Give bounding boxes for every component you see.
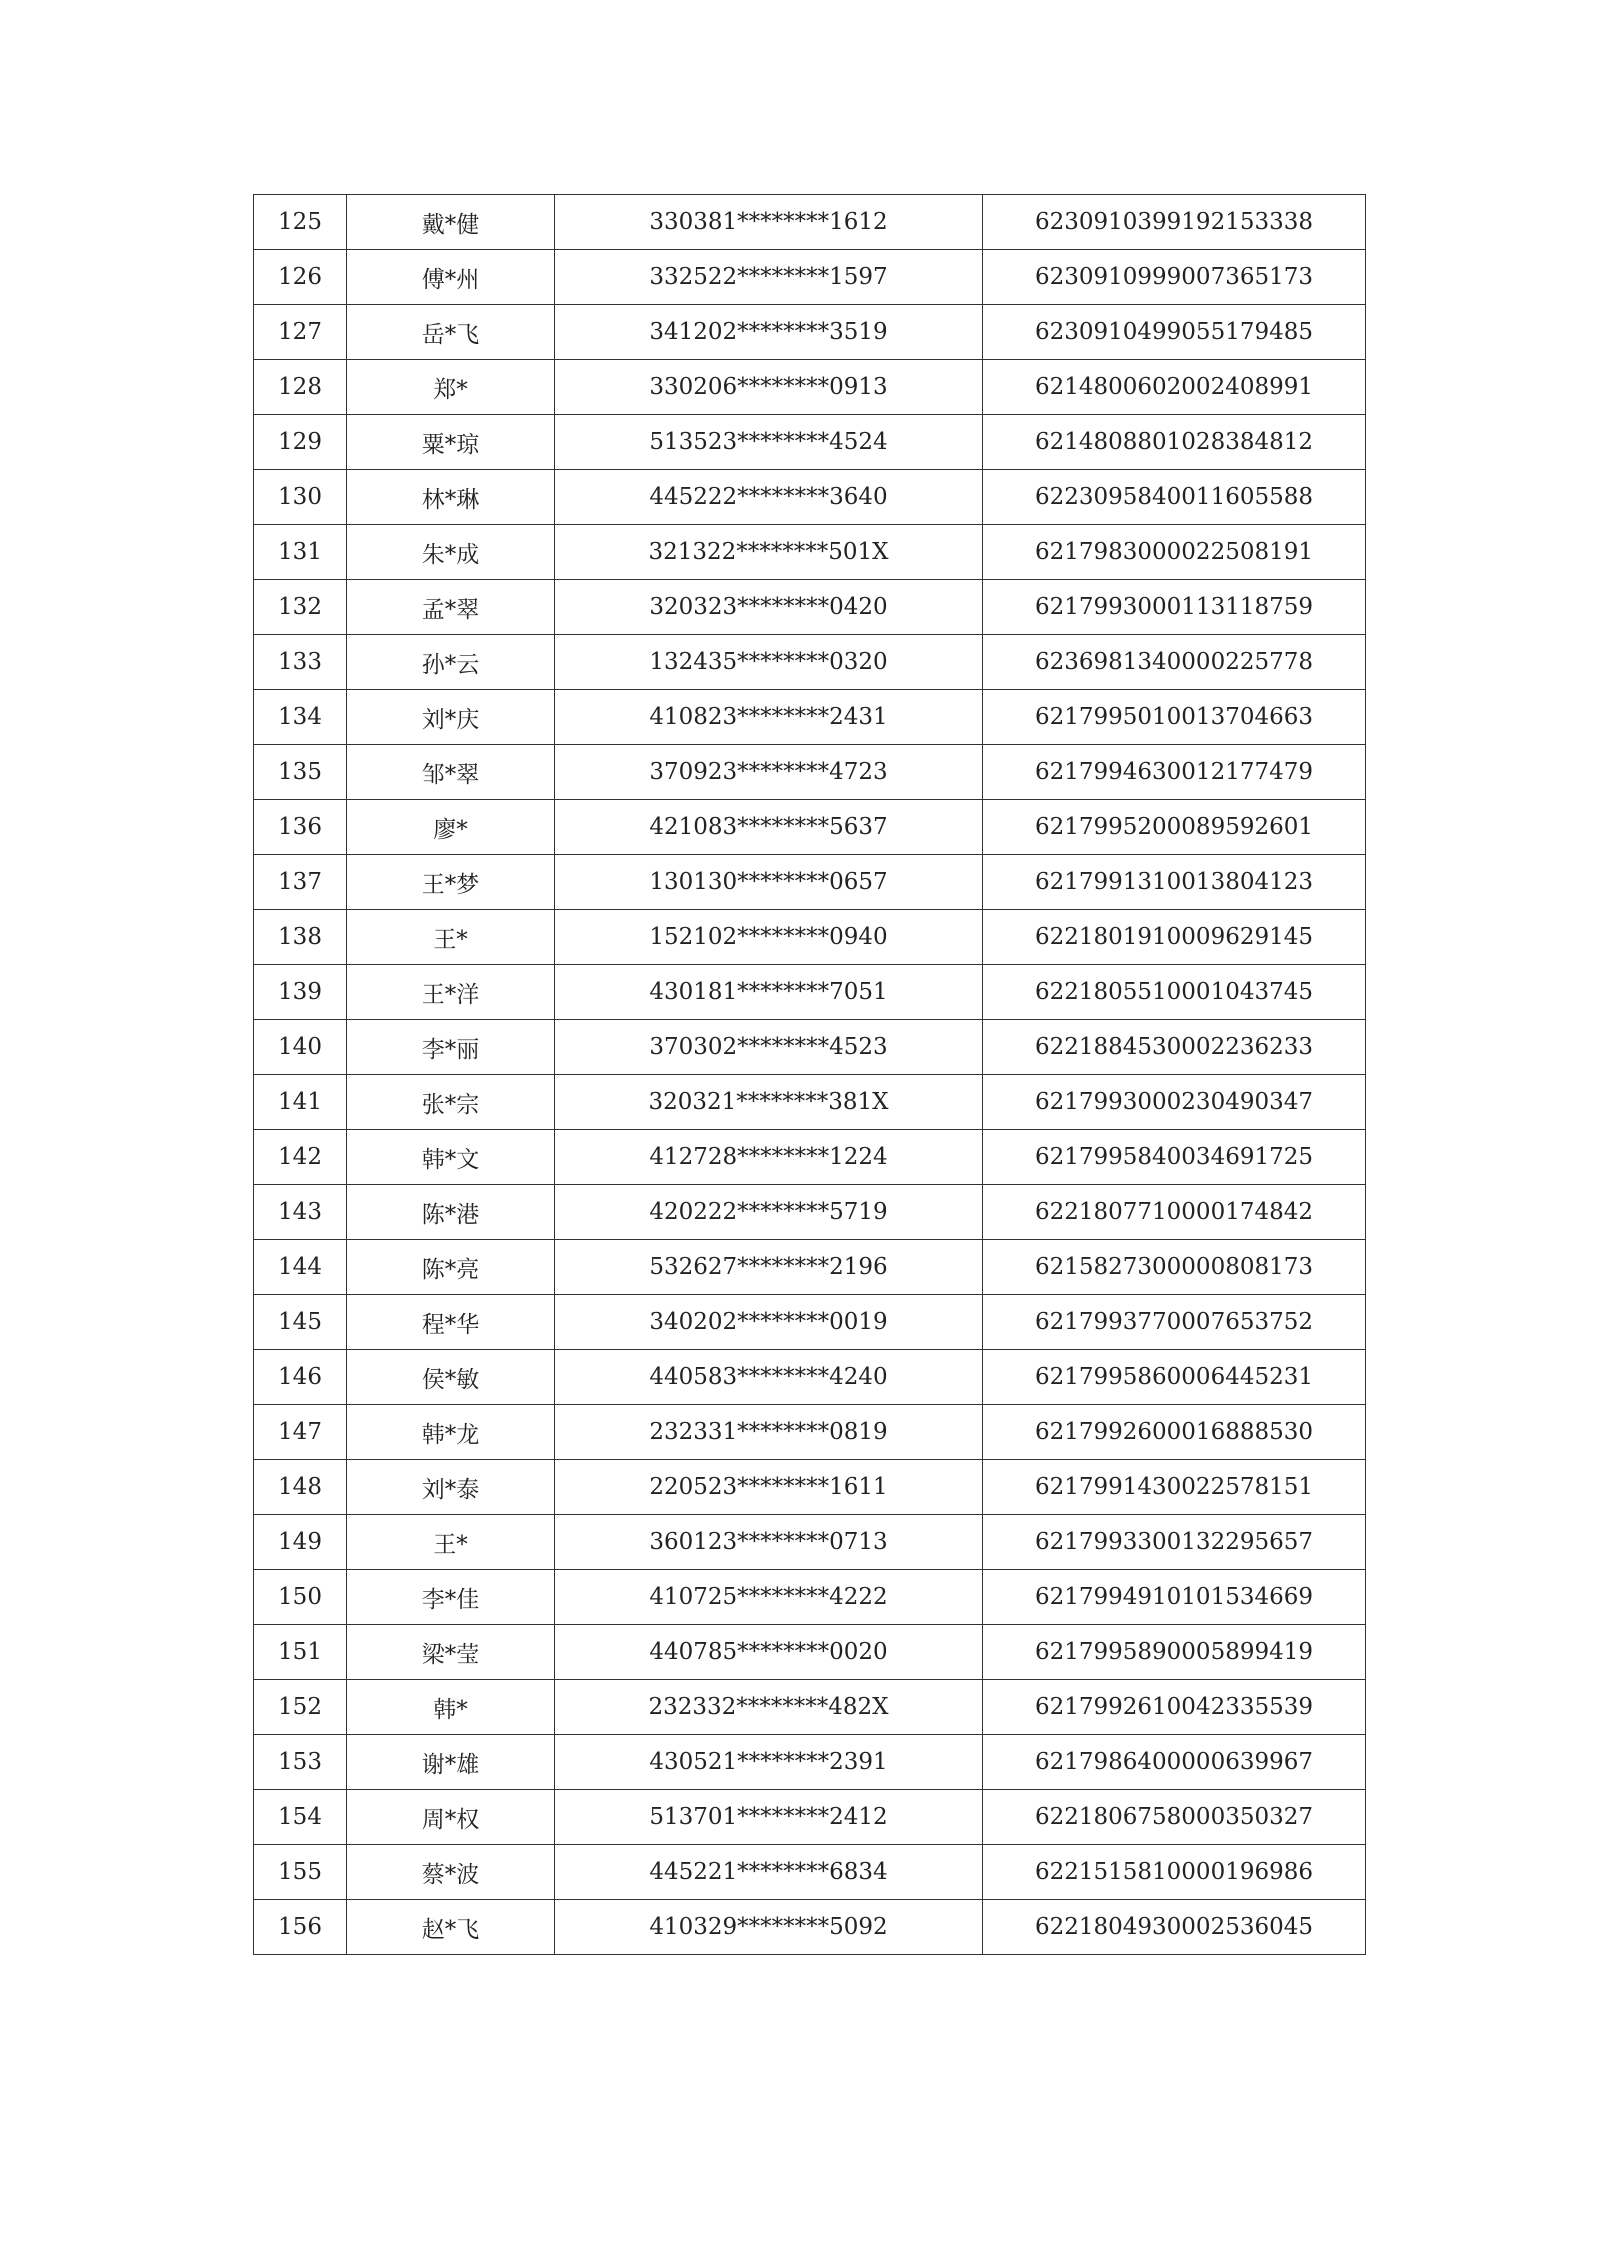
row-number-cell: 146 [254, 1350, 347, 1405]
id-number-cell: 321322********501X [555, 525, 983, 580]
account-number-cell: 6217994910101534669 [983, 1570, 1366, 1625]
id-number-cell: 445222********3640 [555, 470, 983, 525]
row-number-cell: 133 [254, 635, 347, 690]
table-row [254, 1350, 1366, 1405]
row-number-cell: 147 [254, 1405, 347, 1460]
account-number-cell: 6217995890005899419 [983, 1625, 1366, 1680]
id-number-cell: 410329********5092 [555, 1900, 983, 1955]
name-cell: 陈*亮 [347, 1240, 555, 1295]
account-number-cell: 6217995200089592601 [983, 800, 1366, 855]
row-number-cell: 148 [254, 1460, 347, 1515]
row-number-cell: 151 [254, 1625, 347, 1680]
account-number-cell: 6217983000022508191 [983, 525, 1366, 580]
id-number-cell: 132435********0320 [555, 635, 983, 690]
table-row [254, 635, 1366, 690]
account-number-cell: 6217995840034691725 [983, 1130, 1366, 1185]
name-cell: 韩*龙 [347, 1405, 555, 1460]
account-number-cell: 6217995010013704663 [983, 690, 1366, 745]
table-row [254, 415, 1366, 470]
name-cell: 粟*琼 [347, 415, 555, 470]
table-row [254, 910, 1366, 965]
name-cell: 孙*云 [347, 635, 555, 690]
account-number-cell: 6214808801028384812 [983, 415, 1366, 470]
table-row [254, 1240, 1366, 1295]
name-cell: 张*宗 [347, 1075, 555, 1130]
name-cell: 傅*州 [347, 250, 555, 305]
row-number-cell: 141 [254, 1075, 347, 1130]
row-number-cell: 128 [254, 360, 347, 415]
account-number-cell: 6215827300000808173 [983, 1240, 1366, 1295]
row-number-cell: 132 [254, 580, 347, 635]
account-number-cell: 6217993000230490347 [983, 1075, 1366, 1130]
name-cell: 林*琳 [347, 470, 555, 525]
row-number-cell: 152 [254, 1680, 347, 1735]
name-cell: 周*权 [347, 1790, 555, 1845]
table-row [254, 800, 1366, 855]
name-cell: 王*洋 [347, 965, 555, 1020]
table-row [254, 690, 1366, 745]
row-number-cell: 154 [254, 1790, 347, 1845]
table-row [254, 1515, 1366, 1570]
table-row [254, 305, 1366, 360]
id-number-cell: 410823********2431 [555, 690, 983, 745]
row-number-cell: 150 [254, 1570, 347, 1625]
name-cell: 陈*港 [347, 1185, 555, 1240]
name-cell: 刘*泰 [347, 1460, 555, 1515]
row-number-cell: 129 [254, 415, 347, 470]
name-cell: 廖* [347, 800, 555, 855]
row-number-cell: 136 [254, 800, 347, 855]
id-number-cell: 340202********0019 [555, 1295, 983, 1350]
table-row [254, 470, 1366, 525]
row-number-cell: 155 [254, 1845, 347, 1900]
row-number-cell: 130 [254, 470, 347, 525]
table-row [254, 580, 1366, 635]
id-number-cell: 430521********2391 [555, 1735, 983, 1790]
id-number-cell: 532627********2196 [555, 1240, 983, 1295]
row-number-cell: 144 [254, 1240, 347, 1295]
id-number-cell: 440583********4240 [555, 1350, 983, 1405]
table-row [254, 1625, 1366, 1680]
id-number-cell: 410725********4222 [555, 1570, 983, 1625]
id-number-cell: 232331********0819 [555, 1405, 983, 1460]
account-number-cell: 6221804930002536045 [983, 1900, 1366, 1955]
id-number-cell: 320321********381X [555, 1075, 983, 1130]
table-row [254, 965, 1366, 1020]
table-row [254, 1075, 1366, 1130]
row-number-cell: 143 [254, 1185, 347, 1240]
table-row [254, 745, 1366, 800]
table-row [254, 1570, 1366, 1625]
account-number-cell: 6221806758000350327 [983, 1790, 1366, 1845]
id-number-cell: 445221********6834 [555, 1845, 983, 1900]
name-cell: 刘*庆 [347, 690, 555, 745]
id-number-cell: 320323********0420 [555, 580, 983, 635]
row-number-cell: 126 [254, 250, 347, 305]
table-row [254, 1460, 1366, 1515]
id-number-cell: 152102********0940 [555, 910, 983, 965]
row-number-cell: 145 [254, 1295, 347, 1350]
row-number-cell: 125 [254, 195, 347, 250]
id-number-cell: 330206********0913 [555, 360, 983, 415]
account-number-cell: 6217986400000639967 [983, 1735, 1366, 1790]
account-number-cell: 6236981340000225778 [983, 635, 1366, 690]
table-row [254, 525, 1366, 580]
account-number-cell: 6217995860006445231 [983, 1350, 1366, 1405]
account-number-cell: 6217993770007653752 [983, 1295, 1366, 1350]
name-cell: 梁*莹 [347, 1625, 555, 1680]
name-cell: 赵*飞 [347, 1900, 555, 1955]
table-row [254, 1680, 1366, 1735]
account-number-cell: 6221807710000174842 [983, 1185, 1366, 1240]
account-number-cell: 6221884530002236233 [983, 1020, 1366, 1075]
account-number-cell: 6217992610042335539 [983, 1680, 1366, 1735]
account-number-cell: 6230910499055179485 [983, 305, 1366, 360]
account-number-cell: 6230910399192153338 [983, 195, 1366, 250]
table-row [254, 1020, 1366, 1075]
row-number-cell: 138 [254, 910, 347, 965]
table-row [254, 1845, 1366, 1900]
name-cell: 王* [347, 910, 555, 965]
records-body [254, 195, 1366, 1955]
name-cell: 韩*文 [347, 1130, 555, 1185]
name-cell: 王*梦 [347, 855, 555, 910]
account-number-cell: 6214800602002408991 [983, 360, 1366, 415]
account-number-cell: 6221801910009629145 [983, 910, 1366, 965]
table-row [254, 1295, 1366, 1350]
id-number-cell: 220523********1611 [555, 1460, 983, 1515]
row-number-cell: 149 [254, 1515, 347, 1570]
id-number-cell: 232332********482X [555, 1680, 983, 1735]
name-cell: 韩* [347, 1680, 555, 1735]
name-cell: 孟*翠 [347, 580, 555, 635]
id-number-cell: 370302********4523 [555, 1020, 983, 1075]
id-number-cell: 341202********3519 [555, 305, 983, 360]
id-number-cell: 130130********0657 [555, 855, 983, 910]
row-number-cell: 142 [254, 1130, 347, 1185]
id-number-cell: 421083********5637 [555, 800, 983, 855]
account-number-cell: 6217991310013804123 [983, 855, 1366, 910]
row-number-cell: 127 [254, 305, 347, 360]
id-number-cell: 330381********1612 [555, 195, 983, 250]
name-cell: 戴*健 [347, 195, 555, 250]
row-number-cell: 139 [254, 965, 347, 1020]
id-number-cell: 332522********1597 [555, 250, 983, 305]
table-row [254, 1405, 1366, 1460]
table-row [254, 1900, 1366, 1955]
name-cell: 王* [347, 1515, 555, 1570]
name-cell: 程*华 [347, 1295, 555, 1350]
account-number-cell: 6221805510001043745 [983, 965, 1366, 1020]
name-cell: 李*丽 [347, 1020, 555, 1075]
row-number-cell: 131 [254, 525, 347, 580]
id-number-cell: 360123********0713 [555, 1515, 983, 1570]
name-cell: 谢*雄 [347, 1735, 555, 1790]
id-number-cell: 513701********2412 [555, 1790, 983, 1845]
table-row [254, 195, 1366, 250]
id-number-cell: 440785********0020 [555, 1625, 983, 1680]
records-table [253, 194, 1366, 1955]
id-number-cell: 370923********4723 [555, 745, 983, 800]
account-number-cell: 6223095840011605588 [983, 470, 1366, 525]
account-number-cell: 6221515810000196986 [983, 1845, 1366, 1900]
table-row [254, 1790, 1366, 1845]
id-number-cell: 430181********7051 [555, 965, 983, 1020]
account-number-cell: 6217991430022578151 [983, 1460, 1366, 1515]
name-cell: 蔡*波 [347, 1845, 555, 1900]
name-cell: 邹*翠 [347, 745, 555, 800]
id-number-cell: 420222********5719 [555, 1185, 983, 1240]
account-number-cell: 6230910999007365173 [983, 250, 1366, 305]
table-row [254, 1130, 1366, 1185]
name-cell: 岳*飞 [347, 305, 555, 360]
name-cell: 侯*敏 [347, 1350, 555, 1405]
row-number-cell: 140 [254, 1020, 347, 1075]
account-number-cell: 6217993000113118759 [983, 580, 1366, 635]
name-cell: 朱*成 [347, 525, 555, 580]
table-row [254, 1185, 1366, 1240]
table-row [254, 855, 1366, 910]
row-number-cell: 156 [254, 1900, 347, 1955]
row-number-cell: 153 [254, 1735, 347, 1790]
account-number-cell: 6217993300132295657 [983, 1515, 1366, 1570]
name-cell: 郑* [347, 360, 555, 415]
table-row [254, 1735, 1366, 1790]
table-row [254, 250, 1366, 305]
row-number-cell: 134 [254, 690, 347, 745]
account-number-cell: 6217992600016888530 [983, 1405, 1366, 1460]
account-number-cell: 6217994630012177479 [983, 745, 1366, 800]
table-row [254, 360, 1366, 415]
row-number-cell: 135 [254, 745, 347, 800]
name-cell: 李*佳 [347, 1570, 555, 1625]
id-number-cell: 412728********1224 [555, 1130, 983, 1185]
id-number-cell: 513523********4524 [555, 415, 983, 470]
row-number-cell: 137 [254, 855, 347, 910]
